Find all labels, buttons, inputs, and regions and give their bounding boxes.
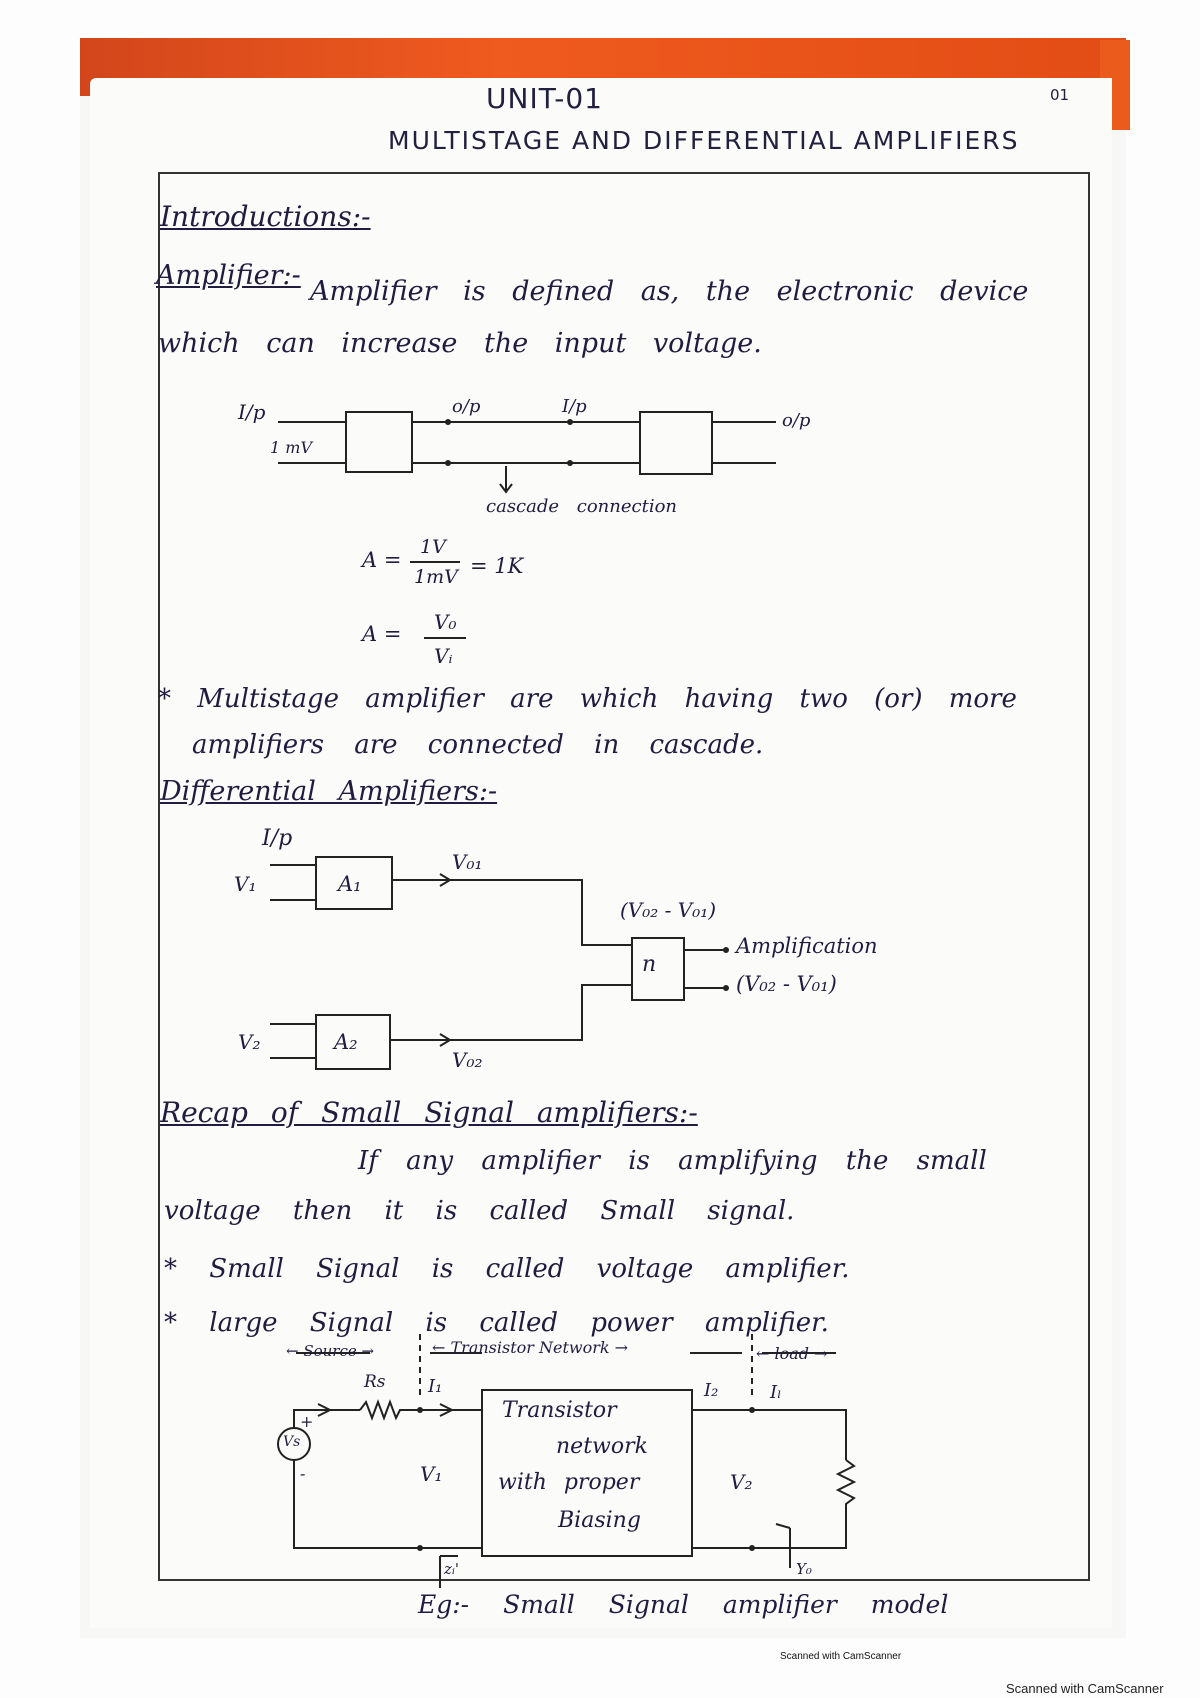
formula2-denominator: Vᵢ — [434, 644, 453, 668]
model-v2-label: V₂ — [730, 1470, 753, 1494]
formula1-result: = 1K — [470, 554, 524, 578]
model-load-label: ← load → — [756, 1344, 828, 1363]
scanner-watermark-small: Scanned with CamScanner — [780, 1651, 902, 1662]
diff-input-label: I/p — [262, 826, 293, 851]
recap-heading: Recap of Small Signal amplifiers:- — [160, 1096, 698, 1129]
amplifier-definition-line1: Amplifier is defined as, the electronic device — [310, 276, 1029, 307]
cascade-output2-label: o/p — [782, 410, 811, 431]
cascade-caption: cascade connection — [486, 496, 678, 517]
bullet-small-signal: * Small Signal is called voltage amplifier. — [164, 1254, 850, 1284]
model-rs-label: Rs — [364, 1372, 386, 1392]
scanner-watermark: Scanned with CamScanner — [1006, 1681, 1164, 1696]
transistor-box-line1: Transistor — [502, 1398, 617, 1423]
amplifier-heading: Amplifier:- — [156, 260, 301, 291]
recap-line1: If any amplifier is amplifying the small — [358, 1146, 987, 1176]
unit-title: UNIT-01 — [486, 82, 603, 115]
transistor-box-line3: with proper — [498, 1470, 640, 1495]
intro-heading: Introductions:- — [160, 200, 371, 233]
page-number: 01 — [1050, 86, 1070, 104]
diff-output-label: (V₀₂ - V₀₁) — [736, 972, 837, 996]
model-minus-label: - — [300, 1464, 306, 1483]
cascade-input2-label: I/p — [562, 396, 587, 417]
model-v1-label: V₁ — [420, 1462, 443, 1486]
diff-v1-label: V₁ — [234, 872, 257, 896]
bullet-large-signal: * large Signal is called power amplifier. — [164, 1308, 829, 1338]
diff-n-label: n — [642, 952, 657, 977]
diff-a2-label: A₂ — [334, 1030, 358, 1054]
diff-amplification-label: Amplification — [736, 934, 878, 958]
model-vs-label: Vs — [283, 1434, 301, 1450]
model-il-label: Iₗ — [770, 1382, 782, 1403]
model-i2-label: I₂ — [704, 1380, 719, 1401]
formula1-lhs: A = — [362, 548, 402, 572]
model-i1-label: I₁ — [428, 1376, 443, 1397]
formula2-lhs: A = — [362, 622, 402, 646]
multistage-line1: * Multistage amplifier are which having two (or) more — [158, 684, 1017, 714]
diff-vo1-label: V₀₁ — [452, 850, 483, 874]
formula2-numerator: V₀ — [434, 610, 457, 634]
model-plus-label: + — [300, 1412, 314, 1431]
differential-heading: Differential Amplifiers:- — [160, 776, 498, 807]
cascade-mv-label: 1 mV — [270, 438, 312, 457]
model-source-label: ← Source → — [286, 1342, 375, 1360]
diff-v2-label: V₂ — [238, 1030, 261, 1054]
diff-vo2-label: V₀₂ — [452, 1048, 483, 1072]
formula1-numerator: 1V — [420, 536, 446, 558]
model-caption: Eg:- Small Signal amplifier model — [418, 1590, 949, 1619]
cascade-output1-label: o/p — [452, 396, 481, 417]
cascade-input-label: I/p — [238, 400, 266, 424]
diff-a1-label: A₁ — [338, 872, 362, 896]
model-zi-label: zᵢ' — [444, 1560, 460, 1578]
page-title: MULTISTAGE AND DIFFERENTIAL AMPLIFIERS — [388, 126, 1020, 155]
transistor-box-line4: Biasing — [558, 1508, 641, 1533]
amplifier-definition-line2: which can increase the input voltage. — [158, 328, 762, 359]
diff-difference-label: (V₀₂ - V₀₁) — [620, 898, 717, 922]
formula1-denominator: 1mV — [414, 566, 458, 588]
multistage-line2: amplifiers are connected in cascade. — [192, 730, 764, 760]
model-network-label: ← Transistor Network → — [432, 1338, 629, 1357]
recap-line2: voltage then it is called Small signal. — [164, 1196, 795, 1226]
transistor-box-line2: network — [556, 1434, 648, 1459]
model-yo-label: Y₀ — [796, 1560, 812, 1578]
